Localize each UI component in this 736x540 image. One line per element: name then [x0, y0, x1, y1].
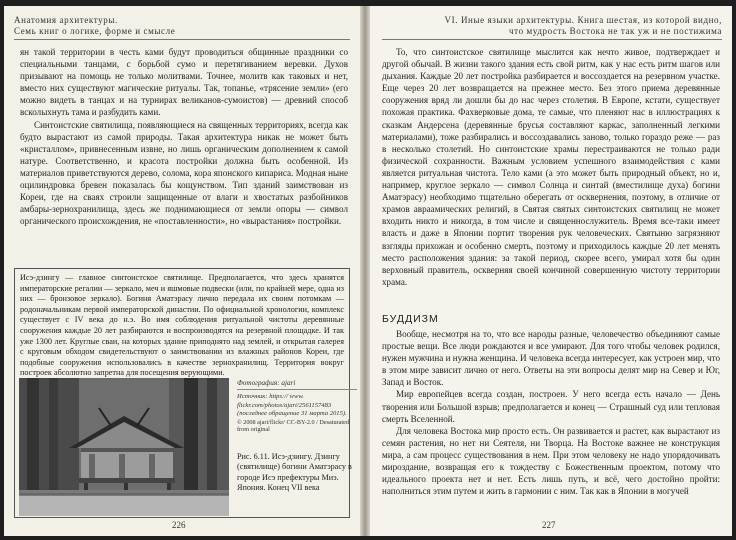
- right-header-rule: [382, 39, 722, 40]
- right-running-head: VI. Иные языки архитектуры. Книга шестая, из которой видно, что мудрость Востока не так уж и не постижима: [444, 15, 722, 36]
- left-header-rule: [14, 39, 350, 40]
- right-page-number: 227: [542, 520, 556, 530]
- section-heading: БУДДИЗМ: [382, 313, 439, 325]
- sidebar-text: Исэ-дзингу — главное синтоистское святилище. Предполагается, что здесь хранятся императорские регалии — зеркало, меч и яшмовые подвески (или, по крайней мере, одна из них — бронзовое зеркало). Богиня Аматэрасу лично передала их своим потомкам — родоначальникам первой императорской династии. По официальной хронологии, комплекс существует с IV века до н.э. Во имя соблюдения ритуальной чистоты деревянные сооружения каждые 20 лет разбираются и воспроизводятся на резервной площадке. И так уже 1300 лет. Круглые сваи, на которых здание приподнято над землей, и открытая галерея с круговым обходом свидетельствуют о заимствовании из влажных районов Кореи, где подобные сооружения использовались в качестве зернохранилищ. Территория вокруг построек абсолютно запретна для посещения верующими.: [20, 273, 344, 378]
- left-paragraph: ян такой территории в честь ками будут проводиться общинные праздники со специальными танцами, с борьбой сумо и перетягиванием веревки. Духов призывают на помощь не только молитвами. Точнее, молитв как таковых и нет, вместо них существуют магические ритуалы. Так, топанье, «трясение земли» (его можно видеть в танцах и на турнирах великанов-сумоистов) — древний способ всколыхнуть тама и разбудить ками.: [20, 47, 348, 118]
- left-page-number: 226: [172, 520, 186, 530]
- right-body-text-bottom: [382, 328, 720, 497]
- photo-credit: [237, 379, 357, 434]
- right-paragraph: Для человека Востока мир просто есть. Он развивается и растет, как вырастают из семян растения, но нет ни Сеятеля, ни Творца. На Востоке важнее не конструкция мира, а сам процесс существования в нем. При этом человеку не надо упорядочивать мироздание, возвращая его к тождеству с Божественным проектом, потому что идеального проекта нет и нет. Есть лишь путь, и всё, чего достойно пройти: наполниться этим путем и жить в гармонии с ним. Так как в Японии в могучей: [382, 425, 720, 497]
- photo-credit-source: Источник: https:// www. flickr.com/photos/ajari/2561157483 (последнее обращение 31 марта 2015).: [237, 393, 347, 418]
- photo-credit-license: © 2008 ajari/flickr/ CC-BY-2.0 / Desaturated from original: [237, 418, 349, 434]
- figure-caption: Рис. 6.11. Исэ-дзингу. Дзингу (святилище) богини Аматэрасу в городе Исэ префектуры Миэ. Япония. Конец VII века: [237, 452, 352, 493]
- left-page: [4, 6, 360, 536]
- ise-jingu-photo: [19, 378, 229, 516]
- shrine-photo-image: [19, 378, 229, 516]
- book-gutter: [360, 6, 370, 536]
- right-paragraph: То, что синтоистское святилище мыслится как нечто живое, подтверждает и другой обычай. В жизни такого здания есть свой ритм, как у нас есть ритм шагов или дыхания. Каждые 20 лет постройка разбирается и воссоздается на резервном участке. Еще через 20 лет возвращается на прежнее место. Без этого приема деревянные сооружения вряд ли дошли бы до нас через столетия. В Европе, кстати, существует похожая практика. Фахверковые дома, те самые, что пленяют нас в иллюстрациях к сказкам Андерсена (деревянные брусья составляют каркас, заполненный легкими материалами), тоже разбирались и воссоздавались заново, только гораздо реже — раз в несколько столетий. Но синтоистские храмы перестраиваются не только ради физической сохранности. Важным условием успешного взаимодействия с ками является ритуальная чистота. Тело ками (а это может быть природный объект, но и, например, круглое зеркало — символ Солнца и синтай (вместилище духа) богини Аматэрасу) необходимо тщательно оберегать от осквернения, поэтому, в отличие от храмов авраамических религий, в Святая святых синтоистских святилищ не может входить никто и никогда, в том числе и священнослужитель. Время все-таки имеет власть и даже в Японии портит творения рук человеческих. Святыню загрязняют взгляды прихожан и особенно смерть, поэтому и приходилось каждые 20 лет менять место расположения здания: за такой период, скорее всего, умирал хотя бы один верховный правитель, оскверняя своей кончиной совершенную чистоту территории храма.: [382, 47, 720, 287]
- right-page: [370, 6, 732, 536]
- sidebar-box: [14, 268, 350, 518]
- right-paragraph: Вообще, несмотря на то, что все народы разные, человечество объединяют самые простые вещи. Все люди рождаются и все умирают. Для того чтобы человек родился, нужен мужчина и нужна женщина. И человека всегда интересует, как устроен мир, что в этом мире зависит лично от него. Ответы на эти вопросы делят мир на Север и Юг, Запад и Восток.: [382, 329, 720, 388]
- left-body-text: [20, 46, 348, 227]
- right-paragraph: Мир европейцев всегда создан, построен. У него всегда есть начало — День творения или Большой взрыв; предполагается и конец — Страшный суд или тепловая смерть Вселенной.: [382, 389, 720, 424]
- photo-credit-title: Фотография: ajari: [237, 379, 357, 390]
- left-paragraph: Синтоистские святилища, появляющиеся на священных территориях, всегда как будто вырастают из самой природы. Такая архитектура никак не может быть «кристаллом», привнесенным извне, но лишь органическим дополнением к самой натуре. Соответственно, и красота постройки должна быть особенной. Из материалов приветствуются дерево, солома, кора японского кипариса. Модная ныне оцилиндровка бревен показалась бы кощунством. Тип зданий заимствован из Кореи, где на сваях строили защищенные от влаги и хвостатых разбойников амбары-зернохранилища, здесь же поднимающиеся от земли опоры — символ органического происхождения, не «поставленности», но «вырастания» постройки.: [20, 119, 348, 227]
- right-body-text-top: [382, 46, 720, 288]
- left-running-head: Анатомия архитектуры. Семь книг о логике, форме и смысле: [14, 15, 176, 36]
